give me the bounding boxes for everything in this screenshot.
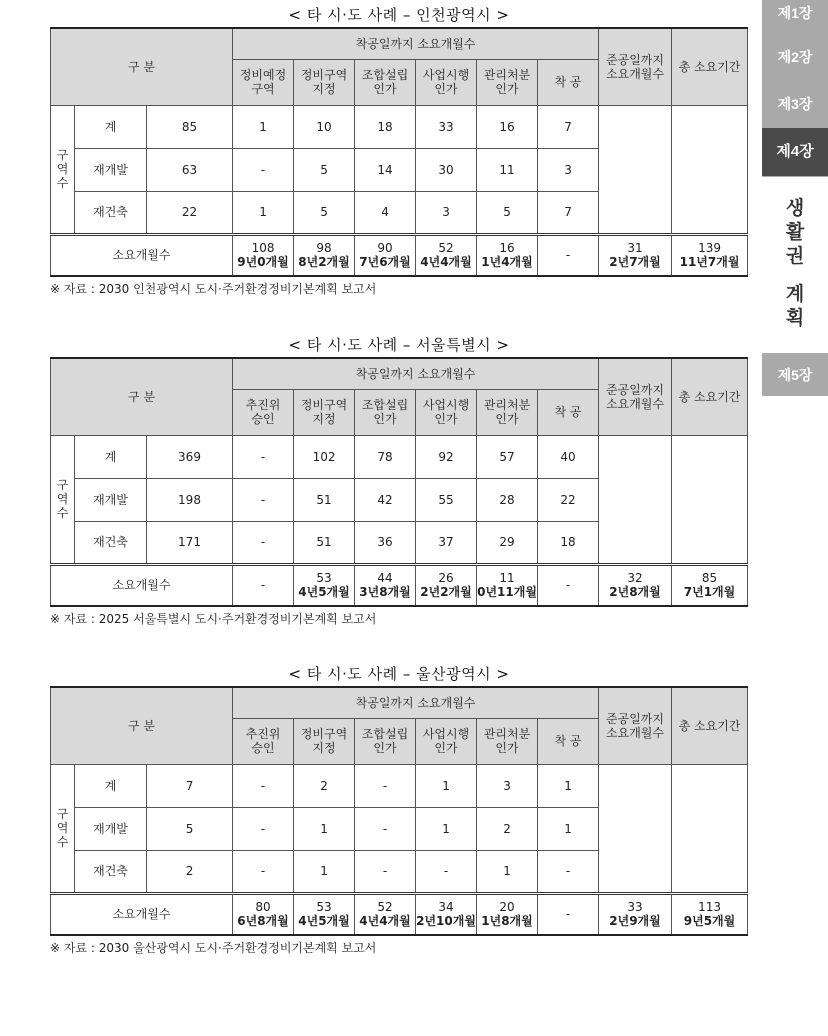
table-cell: - [233, 435, 294, 478]
table-cell: - [355, 764, 416, 807]
header-total-duration: 총 소요기간 [672, 358, 748, 435]
table-cell: - [233, 850, 294, 893]
months-label: 소요개월수 [51, 893, 233, 935]
table-cell: 16 [477, 105, 538, 148]
table-cell: 7 [538, 191, 599, 234]
table-cell: 1 [416, 764, 477, 807]
months-cell: 20 1년8개월 [477, 893, 538, 935]
region-count-label: 구 역 수 [51, 105, 75, 234]
header-stage: 사업시행 인가 [416, 718, 477, 764]
header-start: 착 공 [538, 718, 599, 764]
months-cell: 53 4년5개월 [294, 564, 355, 606]
tab-chapter-4[interactable]: 제4장 [762, 128, 828, 176]
row-count: 63 [147, 148, 233, 191]
tab-chapter-1[interactable]: 제1장 [777, 5, 813, 21]
table-cell: 36 [355, 521, 416, 564]
table-cell: 51 [294, 521, 355, 564]
months-cell: 16 1년4개월 [477, 234, 538, 276]
row-label: 계 [75, 105, 147, 148]
table-row [51, 435, 748, 478]
header-months-to-start: 착공일까지 소요개월수 [233, 687, 599, 718]
months-row [51, 564, 748, 606]
table-cell: 3 [477, 764, 538, 807]
total-months: 113 9년5개월 [672, 893, 748, 935]
row-label: 재건축 [75, 191, 147, 234]
table-cell: 51 [294, 478, 355, 521]
header-start: 착 공 [538, 59, 599, 105]
row-count: 7 [147, 764, 233, 807]
header-category: 구 분 [51, 687, 233, 764]
months-cell: - [538, 234, 599, 276]
source-note: ※ 자료 : 2025 서울특별시 도시·주거환경정비기본계획 보고서 [50, 612, 377, 626]
stats-table [50, 357, 748, 607]
tab-chapter-5[interactable]: 제5장 [777, 367, 813, 383]
months-row [51, 893, 748, 935]
header-stage: 추진위 승인 [233, 389, 294, 435]
header-stage: 조합설립 인가 [355, 59, 416, 105]
header-stage: 관리처분 인가 [477, 718, 538, 764]
row-count: 2 [147, 850, 233, 893]
row-label: 계 [75, 764, 147, 807]
header-stage: 추진위 승인 [233, 718, 294, 764]
table-cell: 40 [538, 435, 599, 478]
completion-blank [599, 435, 672, 564]
header-stage: 사업시행 인가 [416, 389, 477, 435]
total-months: 85 7년1개월 [672, 564, 748, 606]
row-count: 171 [147, 521, 233, 564]
table-cell: 1 [233, 191, 294, 234]
months-cell: 11 0년11개월 [477, 564, 538, 606]
table-cell: 5 [477, 191, 538, 234]
months-cell: 108 9년0개월 [233, 234, 294, 276]
months-cell: 44 3년8개월 [355, 564, 416, 606]
table-cell: 18 [538, 521, 599, 564]
stats-table [50, 27, 748, 277]
region-count-label: 구 역 수 [51, 435, 75, 564]
row-count: 198 [147, 478, 233, 521]
row-label: 계 [75, 435, 147, 478]
header-completion: 준공일까지 소요개월수 [599, 687, 672, 764]
header-total-duration: 총 소요기간 [672, 687, 748, 764]
table-cell: - [233, 764, 294, 807]
row-label: 재건축 [75, 850, 147, 893]
months-cell: 80 6년8개월 [233, 893, 294, 935]
table-cell: 30 [416, 148, 477, 191]
table-cell: 7 [538, 105, 599, 148]
completion-blank [599, 105, 672, 234]
months-cell: - [538, 564, 599, 606]
months-row [51, 234, 748, 276]
row-label: 재개발 [75, 807, 147, 850]
header-category: 구 분 [51, 358, 233, 435]
table-cell: 1 [294, 850, 355, 893]
header-stage: 관리처분 인가 [477, 389, 538, 435]
table-cell: 92 [416, 435, 477, 478]
table-cell: 42 [355, 478, 416, 521]
tab-chapter-2[interactable]: 제2장 [777, 49, 813, 65]
table-cell: 57 [477, 435, 538, 478]
total-blank [672, 435, 748, 564]
table-cell: 22 [538, 478, 599, 521]
header-completion: 준공일까지 소요개월수 [599, 358, 672, 435]
table-cell: 2 [294, 764, 355, 807]
months-cell: - [233, 564, 294, 606]
table-cell: - [538, 850, 599, 893]
table-cell: 55 [416, 478, 477, 521]
total-months: 139 11년7개월 [672, 234, 748, 276]
months-label: 소요개월수 [51, 564, 233, 606]
header-months-to-start: 착공일까지 소요개월수 [233, 358, 599, 389]
table-cell: - [233, 148, 294, 191]
months-cell: 53 4년5개월 [294, 893, 355, 935]
table-cell: 33 [416, 105, 477, 148]
row-label: 재개발 [75, 148, 147, 191]
months-cell: - [538, 893, 599, 935]
row-count: 5 [147, 807, 233, 850]
header-stage: 정비구역 지정 [294, 718, 355, 764]
months-cell: 34 2년10개월 [416, 893, 477, 935]
header-months-to-start: 착공일까지 소요개월수 [233, 28, 599, 59]
months-cell: 52 4년4개월 [416, 234, 477, 276]
table-cell: - [233, 521, 294, 564]
months-cell: 52 4년4개월 [355, 893, 416, 935]
header-start: 착 공 [538, 389, 599, 435]
table-cell: 1 [294, 807, 355, 850]
header-category: 구 분 [51, 28, 233, 105]
section-title: < 타 시·도 사례 – 인천광역시 > [288, 6, 510, 24]
table-cell: 5 [294, 148, 355, 191]
header-stage: 조합설립 인가 [355, 718, 416, 764]
months-label: 소요개월수 [51, 234, 233, 276]
header-stage: 관리처분 인가 [477, 59, 538, 105]
total-blank [672, 105, 748, 234]
table-cell: - [233, 478, 294, 521]
source-note: ※ 자료 : 2030 인천광역시 도시·주거환경정비기본계획 보고서 [50, 282, 377, 296]
table-cell: - [416, 850, 477, 893]
section-title: < 타 시·도 사례 – 서울특별시 > [288, 336, 510, 354]
tab-chapter-3[interactable]: 제3장 [777, 96, 813, 112]
table-cell: 1 [416, 807, 477, 850]
table-cell: 78 [355, 435, 416, 478]
header-stage: 사업시행 인가 [416, 59, 477, 105]
completion-months: 31 2년7개월 [599, 234, 672, 276]
region-count-label: 구 역 수 [51, 764, 75, 893]
completion-months: 33 2년9개월 [599, 893, 672, 935]
table-cell: 11 [477, 148, 538, 191]
table-cell: 1 [538, 807, 599, 850]
table-cell: 1 [477, 850, 538, 893]
header-stage: 정비구역 지정 [294, 389, 355, 435]
row-count: 369 [147, 435, 233, 478]
header-completion: 준공일까지 소요개월수 [599, 28, 672, 105]
table-row [51, 105, 748, 148]
table-cell: 1 [538, 764, 599, 807]
table-cell: 3 [416, 191, 477, 234]
table-cell: 10 [294, 105, 355, 148]
header-stage: 정비예정 구역 [233, 59, 294, 105]
table-cell: 37 [416, 521, 477, 564]
months-cell: 26 2년2개월 [416, 564, 477, 606]
months-cell: 90 7년6개월 [355, 234, 416, 276]
table-cell: 3 [538, 148, 599, 191]
table-cell: 28 [477, 478, 538, 521]
table-cell: - [355, 807, 416, 850]
row-count: 22 [147, 191, 233, 234]
section-title: < 타 시·도 사례 – 울산광역시 > [288, 665, 510, 683]
completion-months: 32 2년8개월 [599, 564, 672, 606]
table-cell: 29 [477, 521, 538, 564]
table-cell: 4 [355, 191, 416, 234]
header-stage: 정비구역 지정 [294, 59, 355, 105]
table-cell: 102 [294, 435, 355, 478]
table-cell: 5 [294, 191, 355, 234]
header-stage: 조합설립 인가 [355, 389, 416, 435]
table-row [51, 764, 748, 807]
table-cell: 14 [355, 148, 416, 191]
chapter-side-label: 생 활 권 계 획 [785, 197, 805, 329]
completion-blank [599, 764, 672, 893]
table-cell: - [233, 807, 294, 850]
row-label: 재개발 [75, 478, 147, 521]
months-cell: 98 8년2개월 [294, 234, 355, 276]
row-label: 재건축 [75, 521, 147, 564]
header-total-duration: 총 소요기간 [672, 28, 748, 105]
total-blank [672, 764, 748, 893]
row-count: 85 [147, 105, 233, 148]
table-cell: 18 [355, 105, 416, 148]
table-cell: 2 [477, 807, 538, 850]
table-cell: - [355, 850, 416, 893]
table-cell: 1 [233, 105, 294, 148]
chapter-tabs [762, 0, 828, 396]
source-note: ※ 자료 : 2030 울산광역시 도시·주거환경정비기본계획 보고서 [50, 941, 377, 955]
stats-table [50, 686, 748, 936]
